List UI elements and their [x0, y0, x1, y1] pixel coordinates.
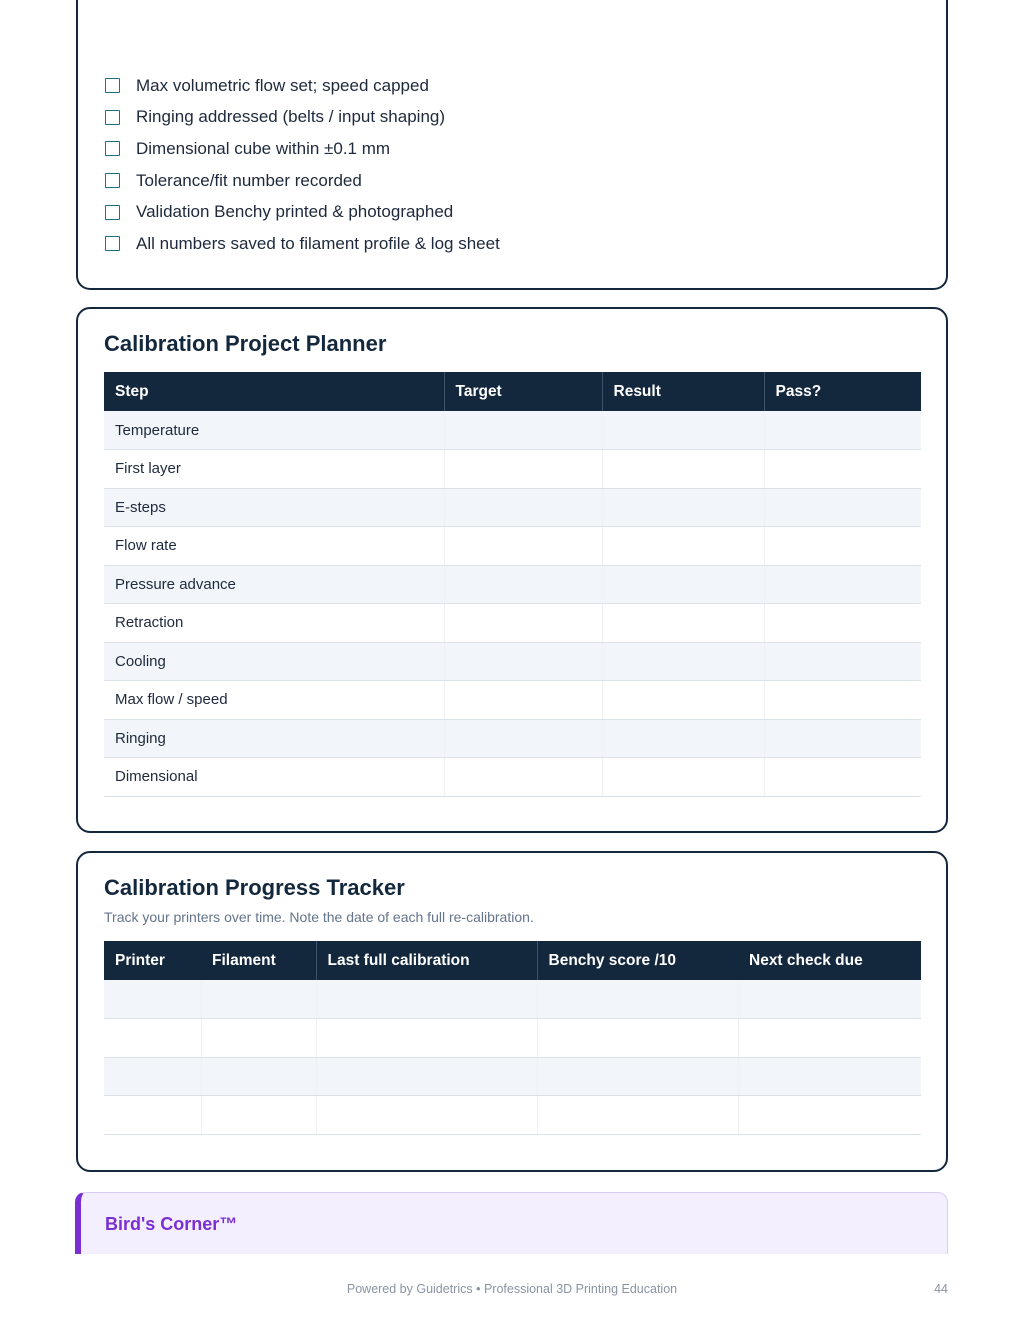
result-cell[interactable] [602, 488, 764, 527]
checklist-item[interactable] [105, 133, 500, 165]
target-cell[interactable] [444, 565, 602, 604]
tracker-card [76, 851, 948, 1172]
table-row [104, 411, 921, 450]
next-check-cell[interactable] [738, 980, 921, 1019]
checklist-label: Max volumetric flow set; speed capped [136, 75, 429, 95]
target-cell[interactable] [444, 411, 602, 450]
column-header-next-check: Next check due [738, 941, 921, 980]
checkbox[interactable] [105, 78, 120, 93]
target-cell[interactable] [444, 488, 602, 527]
tracker-table [104, 941, 921, 1135]
table-row [104, 604, 921, 643]
filament-cell[interactable] [201, 1057, 316, 1096]
filament-cell[interactable] [201, 980, 316, 1019]
printer-cell[interactable] [104, 1057, 201, 1096]
table-row [104, 642, 921, 681]
target-cell[interactable] [444, 450, 602, 489]
checklist-label: Ringing addressed (belts / input shaping) [136, 107, 446, 127]
table-row [104, 758, 921, 797]
step-cell: Flow rate [104, 527, 444, 566]
benchy-score-cell[interactable] [537, 1057, 738, 1096]
page-number: 44 [934, 1282, 948, 1296]
checkbox[interactable] [105, 141, 120, 156]
printer-cell[interactable] [104, 1096, 201, 1135]
table-row [104, 681, 921, 720]
next-check-cell[interactable] [738, 1019, 921, 1058]
table-row [104, 980, 921, 1019]
column-header-result: Result [602, 372, 764, 411]
printer-cell[interactable] [104, 980, 201, 1019]
benchy-score-cell[interactable] [537, 980, 738, 1019]
table-header-row [104, 941, 921, 980]
step-cell: Temperature [104, 411, 444, 450]
table-row [104, 719, 921, 758]
birds-corner-callout [75, 1192, 948, 1254]
filament-cell[interactable] [201, 1019, 316, 1058]
pass-cell[interactable] [764, 565, 921, 604]
table-row [104, 450, 921, 489]
step-cell: Cooling [104, 642, 444, 681]
column-header-pass: Pass? [764, 372, 921, 411]
result-cell[interactable] [602, 527, 764, 566]
result-cell[interactable] [602, 411, 764, 450]
step-cell: Max flow / speed [104, 681, 444, 720]
target-cell[interactable] [444, 642, 602, 681]
table-row [104, 1019, 921, 1058]
pass-cell[interactable] [764, 719, 921, 758]
pass-cell[interactable] [764, 488, 921, 527]
last-calibration-cell[interactable] [316, 1057, 537, 1096]
checklist-item[interactable] [105, 102, 500, 134]
checkbox[interactable] [105, 236, 120, 251]
step-cell: Retraction [104, 604, 444, 643]
result-cell[interactable] [602, 758, 764, 797]
pass-cell[interactable] [764, 411, 921, 450]
filament-cell[interactable] [201, 1096, 316, 1135]
benchy-score-cell[interactable] [537, 1019, 738, 1058]
checklist-item[interactable] [105, 165, 500, 197]
checklist-item[interactable] [105, 70, 500, 102]
table-row [104, 1096, 921, 1135]
checklist-label: Tolerance/fit number recorded [136, 170, 362, 190]
column-header-target: Target [444, 372, 602, 411]
checklist-item[interactable] [105, 228, 500, 260]
benchy-score-cell[interactable] [537, 1096, 738, 1135]
tracker-subtitle: Track your printers over time. Note the date of each full re-calibration. [104, 909, 534, 925]
checkbox[interactable] [105, 173, 120, 188]
checklist [105, 70, 500, 260]
table-header-row [104, 372, 921, 411]
step-cell: E-steps [104, 488, 444, 527]
result-cell[interactable] [602, 450, 764, 489]
target-cell[interactable] [444, 527, 602, 566]
table-row [104, 488, 921, 527]
step-cell: Pressure advance [104, 565, 444, 604]
result-cell[interactable] [602, 604, 764, 643]
pass-cell[interactable] [764, 450, 921, 489]
result-cell[interactable] [602, 719, 764, 758]
step-cell: Ringing [104, 719, 444, 758]
table-row [104, 1057, 921, 1096]
table-row [104, 527, 921, 566]
step-cell: First layer [104, 450, 444, 489]
pass-cell[interactable] [764, 681, 921, 720]
target-cell[interactable] [444, 681, 602, 720]
checklist-item[interactable] [105, 196, 500, 228]
target-cell[interactable] [444, 719, 602, 758]
next-check-cell[interactable] [738, 1057, 921, 1096]
callout-title: Bird's Corner™ [105, 1214, 238, 1234]
tracker-title: Calibration Progress Tracker [104, 875, 405, 900]
last-calibration-cell[interactable] [316, 1019, 537, 1058]
pass-cell[interactable] [764, 642, 921, 681]
next-check-cell[interactable] [738, 1096, 921, 1135]
column-header-printer: Printer [104, 941, 201, 980]
checkbox[interactable] [105, 110, 120, 125]
planner-card [76, 307, 948, 833]
checkbox[interactable] [105, 205, 120, 220]
column-header-step: Step [104, 372, 444, 411]
column-header-benchy-score: Benchy score /10 [537, 941, 738, 980]
pass-cell[interactable] [764, 758, 921, 797]
table-row [104, 565, 921, 604]
target-cell[interactable] [444, 758, 602, 797]
pass-cell[interactable] [764, 527, 921, 566]
column-header-filament: Filament [201, 941, 316, 980]
result-cell[interactable] [602, 681, 764, 720]
checklist-label: Dimensional cube within ±0.1 mm [136, 138, 391, 158]
result-cell[interactable] [602, 565, 764, 604]
footer-text: Powered by Guidetrics • Professional 3D Printing Education [346, 1282, 678, 1296]
checklist-label: All numbers saved to filament profile & log sheet [136, 233, 500, 253]
checklist-label: Validation Benchy printed & photographed [136, 202, 454, 222]
step-cell: Dimensional [104, 758, 444, 797]
pass-cell[interactable] [764, 604, 921, 643]
target-cell[interactable] [444, 604, 602, 643]
printer-cell[interactable] [104, 1019, 201, 1058]
result-cell[interactable] [602, 642, 764, 681]
planner-table [104, 372, 921, 797]
planner-title: Calibration Project Planner [104, 331, 387, 356]
last-calibration-cell[interactable] [316, 980, 537, 1019]
column-header-last-calibration: Last full calibration [316, 941, 537, 980]
last-calibration-cell[interactable] [316, 1096, 537, 1135]
